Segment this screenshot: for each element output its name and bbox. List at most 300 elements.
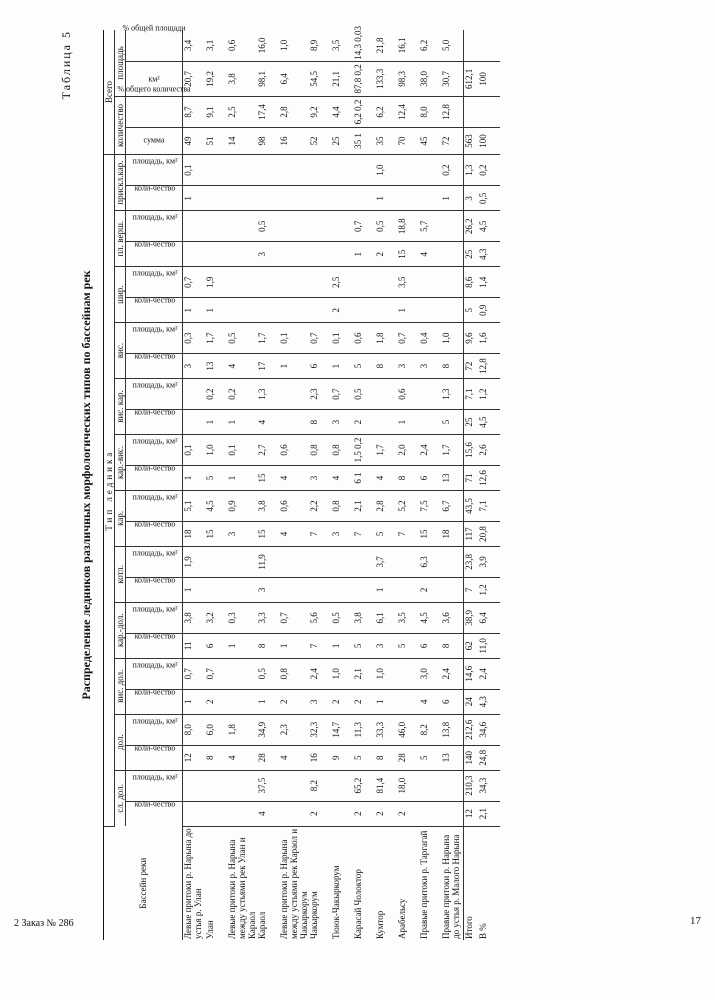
table-cell: 38,0 [419, 61, 441, 96]
type-group-header: пл. верш. [115, 211, 126, 267]
table-cell: 98,1 [257, 61, 279, 96]
table-cell: 1,6 [478, 323, 500, 354]
table-cell [205, 211, 227, 242]
table-cell: 1,2 [478, 577, 500, 602]
table-cell: 3 [257, 242, 279, 267]
table-cell: 34,3 [478, 770, 500, 801]
table-cell: 7,5 [419, 490, 441, 521]
table-cell: 2 [353, 410, 375, 435]
table-cell: 8 [397, 466, 419, 491]
table-cell: 2 [419, 577, 441, 602]
table-cell: 8 [441, 354, 464, 379]
area-subheader: площадь, км² [126, 211, 183, 242]
table-cell: 11,0 [478, 633, 500, 658]
table-cell [309, 242, 331, 267]
count-subheader: коли-чество [126, 186, 183, 211]
table-cell: 54,5 [309, 61, 331, 96]
table-cell [309, 546, 331, 577]
table-cell: 3 [375, 633, 397, 658]
table-cell: 4 [419, 242, 441, 267]
table-cell: 0,7 [183, 267, 206, 298]
table-cell: 1,7 [257, 323, 279, 354]
table-cell [441, 267, 464, 298]
basin-name: В % [478, 923, 488, 939]
table-cell: 6 1 [353, 466, 375, 491]
type-group-header: шир. [115, 267, 126, 323]
table-row [375, 30, 397, 940]
area-subheader: площадь, км² [126, 154, 183, 185]
table-cell: 15 [205, 522, 227, 547]
table-cell [279, 801, 309, 826]
table-cell: 12,4 [397, 96, 419, 127]
table-cell [279, 298, 309, 323]
table-cell: 3,8 [183, 602, 206, 633]
table-cell [441, 770, 464, 801]
table-cell: 5 [375, 522, 397, 547]
table-cell: 3,5 [397, 267, 419, 298]
table-cell: 2,5 [331, 267, 353, 298]
table-cell: 3,8 [353, 602, 375, 633]
table-cell: 51 [205, 128, 227, 155]
table-cell: 5,0 [441, 30, 464, 61]
table-cell: 24 [464, 689, 479, 714]
table-cell: 9,2 [309, 96, 331, 127]
table-cell: 3,2 [205, 602, 227, 633]
table-cell [183, 770, 206, 801]
table-cell [205, 154, 227, 185]
table-cell: 9,6 [464, 323, 479, 354]
total-subheader: % общей площади [126, 30, 183, 61]
table-cell: 0,6 [227, 30, 257, 61]
table-cell: 45 [419, 128, 441, 155]
table-cell: 11,3 [353, 714, 375, 745]
table-cell [279, 379, 309, 410]
table-cell [227, 770, 257, 801]
table-row [331, 30, 353, 940]
table-cell: 0,9 [227, 490, 257, 521]
table-cell: 12 [464, 801, 479, 826]
table-cell: 4,5 [478, 410, 500, 435]
type-group-header: вис. дол. [115, 658, 126, 714]
table-cell: 28 [257, 745, 279, 770]
table-cell: 1,2 [478, 379, 500, 410]
table-cell [183, 242, 206, 267]
table-cell: 3 [419, 354, 441, 379]
basin-name: Левые притоки р. Нарына до устья р. Улан [183, 828, 203, 939]
count-subheader: коли-чество [126, 745, 183, 770]
table-cell: 0,7 [279, 602, 309, 633]
count-subheader: коли-чество [126, 577, 183, 602]
table-cell: 0,8 [309, 434, 331, 465]
table-cell: 62 [464, 633, 479, 658]
table-cell: 0,1 [183, 154, 206, 185]
total-area-header: площадь [115, 30, 126, 96]
total-count-header: количество [115, 96, 126, 154]
table-cell [397, 658, 419, 689]
table-cell: 6,2 [419, 30, 441, 61]
count-subheader: коли-чество [126, 354, 183, 379]
table-cell: 4 [257, 410, 279, 435]
table-cell [353, 154, 375, 185]
table-cell [257, 154, 279, 185]
table-cell [331, 242, 353, 267]
table-cell: 13 [205, 354, 227, 379]
table-cell: 6 [205, 633, 227, 658]
table-cell: 2 [375, 242, 397, 267]
table-cell: 0,7 [183, 658, 206, 689]
table-cell [331, 211, 353, 242]
table-cell: 12,6 [478, 466, 500, 491]
table-cell: 2 [353, 689, 375, 714]
table-cell: 5 [441, 410, 464, 435]
table-cell: 6 [419, 466, 441, 491]
table-cell: 1,0 [205, 434, 227, 465]
table-cell: 38,9 [464, 602, 479, 633]
table-cell [309, 154, 331, 185]
table-cell: 8 [375, 354, 397, 379]
table-cell: 17 [257, 354, 279, 379]
table-cell: 6,0 [205, 714, 227, 745]
table-cell: 6,7 [441, 490, 464, 521]
table-cell: 16,0 [257, 30, 279, 61]
table-cell: 1,7 [205, 323, 227, 354]
table-cell: 30,7 [441, 61, 464, 96]
table-cell: 5 [353, 354, 375, 379]
table-cell: 87,8 0,2 [353, 61, 375, 96]
table-cell: 7 [397, 522, 419, 547]
table-cell: 8,9 [309, 30, 331, 61]
table-cell: 2,6 [478, 434, 500, 465]
table-cell: 14 [227, 128, 257, 155]
basin-name: Кумтор [375, 910, 385, 939]
area-subheader: площадь, км² [126, 267, 183, 298]
table-cell: 4 [279, 745, 309, 770]
table-cell [441, 577, 464, 602]
table-cell: 4 [375, 466, 397, 491]
table-cell: 7,1 [478, 490, 500, 521]
table-cell: 0,8 [331, 434, 353, 465]
table-cell [279, 770, 309, 801]
table-cell [331, 186, 353, 211]
table-cell: 8,2 [309, 770, 331, 801]
table-cell: 20,7 [183, 61, 206, 96]
count-subheader: коли-чество [126, 522, 183, 547]
table-cell: 70 [397, 128, 419, 155]
table-cell [309, 577, 331, 602]
table-cell: 2,8 [375, 490, 397, 521]
table-cell: 0,2 [205, 379, 227, 410]
table-cell: 1 [227, 466, 257, 491]
table-cell: 133,3 [375, 61, 397, 96]
table-cell: 3,8 [227, 61, 257, 96]
table-cell: 34,6 [478, 714, 500, 745]
type-group-header: вис. [115, 323, 126, 379]
table-cell: 3,4 [183, 30, 206, 61]
table-cell: 2,0 [397, 434, 419, 465]
table-cell: 35 [375, 128, 397, 155]
table-cell: 2,3 [279, 714, 309, 745]
table-cell: 3,1 [205, 30, 227, 61]
table-cell: 1 [227, 633, 257, 658]
table-cell [257, 267, 279, 298]
table-cell: 1,0 [441, 323, 464, 354]
table-cell: 1,0 [331, 658, 353, 689]
table-cell [227, 186, 257, 211]
table-cell: 18,8 [397, 211, 419, 242]
table-cell: 1 [397, 410, 419, 435]
table-cell: 8 [257, 633, 279, 658]
table-cell: 2,3 [309, 379, 331, 410]
table-cell: 52 [309, 128, 331, 155]
table-cell [419, 801, 441, 826]
table-cell [331, 770, 353, 801]
count-subheader: коли-чество [126, 633, 183, 658]
table-cell [279, 154, 309, 185]
table-cell [375, 298, 397, 323]
type-group-header: вис. кар. [115, 379, 126, 435]
table-cell: 4 [331, 466, 353, 491]
total-header: Всего [104, 30, 115, 154]
table-cell: 4,5 [205, 490, 227, 521]
table-cell: 2 [331, 298, 353, 323]
type-group-header: дол. [115, 714, 126, 770]
area-subheader: площадь, км² [126, 714, 183, 745]
table-cell: 1 [183, 577, 206, 602]
table-cell: 0,1 [279, 323, 309, 354]
table-cell: 3 [331, 522, 353, 547]
table-cell: 140 [464, 745, 479, 770]
table-cell: 4 [279, 466, 309, 491]
table-cell [309, 186, 331, 211]
table-cell: 81,4 [375, 770, 397, 801]
table-cell: 1 [183, 689, 206, 714]
table-cell [419, 410, 441, 435]
table-cell: 18 [441, 522, 464, 547]
table-cell: 4,5 [478, 211, 500, 242]
table-cell: 2,2 [309, 490, 331, 521]
table-cell: 14,7 [331, 714, 353, 745]
table-cell: 2 [309, 801, 331, 826]
table-cell [309, 211, 331, 242]
table-cell [331, 546, 353, 577]
table-cell [205, 770, 227, 801]
table-cell: 3 [331, 410, 353, 435]
area-subheader: площадь, км² [126, 546, 183, 577]
table-cell: 1,9 [183, 546, 206, 577]
table-row [397, 30, 419, 940]
table-cell [375, 267, 397, 298]
table-cell: 0,8 [279, 658, 309, 689]
basin-name: Арабельсу [397, 898, 407, 939]
table-cell: 0,4 [419, 323, 441, 354]
table-row [464, 30, 479, 940]
table-cell: 8,6 [464, 267, 479, 298]
table-cell: 0,7 [309, 323, 331, 354]
table-cell: 43,5 [464, 490, 479, 521]
table-cell: 0,7 [353, 211, 375, 242]
basin-name: Левые притоки р. Нарына между устьями рек Улан и Караол [227, 837, 257, 939]
table-cell: 1 [397, 298, 419, 323]
type-group-header: кар.-вис. [115, 434, 126, 490]
table-cell: 18 [183, 522, 206, 547]
table-cell [279, 410, 309, 435]
table-cell: 8,2 [419, 714, 441, 745]
table-cell: 46,0 [397, 714, 419, 745]
table-cell: 3,3 [257, 602, 279, 633]
table-cell: 0,5 [353, 379, 375, 410]
table-cell: 4 [279, 522, 309, 547]
type-group-header: прискл.кар. [115, 154, 126, 210]
table-cell: 0,5 [257, 211, 279, 242]
table-cell: 14,6 [464, 658, 479, 689]
table-cell: 1 [375, 689, 397, 714]
table-cell: 20,8 [478, 522, 500, 547]
table-cell: 1 [257, 689, 279, 714]
table-cell: 33,3 [375, 714, 397, 745]
table-cell: 13 [441, 466, 464, 491]
table-cell [279, 211, 309, 242]
table-cell [309, 267, 331, 298]
table-cell: 21,1 [331, 61, 353, 96]
table-cell: 4,3 [478, 689, 500, 714]
table-cell: 0,5 [331, 602, 353, 633]
table-cell: 26,2 [464, 211, 479, 242]
table-cell [397, 154, 419, 185]
table-cell: 1 [183, 298, 206, 323]
table-row [419, 30, 441, 940]
rotated-page [55, 23, 695, 940]
table-cell: 5,1 [183, 490, 206, 521]
area-subheader: площадь, км² [126, 323, 183, 354]
table-cell: 1,0 [375, 154, 397, 185]
basin-name: Чакыркорум [309, 891, 319, 939]
table-cell: 0,1 [227, 434, 257, 465]
table-cell: 2,1 [478, 801, 500, 826]
table-cell: 1 [183, 186, 206, 211]
table-cell: 6,4 [279, 61, 309, 96]
table-cell: 16 [279, 128, 309, 155]
table-cell: 8,0 [183, 714, 206, 745]
table-cell [419, 379, 441, 410]
table-row [227, 30, 257, 940]
table-cell [464, 30, 479, 61]
table-cell: 2 [279, 689, 309, 714]
table-cell: 16,1 [397, 30, 419, 61]
table-cell: 1,3 [441, 379, 464, 410]
table-cell [331, 154, 353, 185]
table-cell [309, 298, 331, 323]
order-number: 2 Заказ № 286 [14, 918, 74, 929]
table-cell: 3,6 [441, 602, 464, 633]
table-cell [183, 410, 206, 435]
area-subheader: площадь, км² [126, 490, 183, 521]
table-cell [353, 186, 375, 211]
table-cell: 2,4 [441, 658, 464, 689]
table-cell: 0,2 [478, 154, 500, 185]
table-cell: 71 [464, 466, 479, 491]
table-cell: 72 [441, 128, 464, 155]
table-row [279, 30, 309, 940]
area-subheader: площадь, км² [126, 602, 183, 633]
table-cell: 1 [205, 410, 227, 435]
table-cell [419, 298, 441, 323]
type-group-header: кар. [115, 490, 126, 546]
basin-name: Караол [257, 911, 267, 939]
table-cell: 1,4 [478, 267, 500, 298]
table-cell: 0,6 [353, 323, 375, 354]
table-cell: 9,1 [205, 96, 227, 127]
table-cell: 65,2 [353, 770, 375, 801]
table-caption: Таблица 5 [59, 30, 73, 100]
table-cell: 0,3 [183, 323, 206, 354]
table-row [183, 30, 206, 940]
table-cell: 5 [205, 466, 227, 491]
table-cell: 4,3 [478, 242, 500, 267]
table-cell [257, 186, 279, 211]
table-cell [419, 186, 441, 211]
table-cell [227, 154, 257, 185]
table-cell: 3 [464, 186, 479, 211]
table-cell: 5 [419, 745, 441, 770]
table-cell: 0,5 [227, 323, 257, 354]
basin-name: Карасай Чолоктор [353, 869, 363, 939]
table-cell: 4,4 [331, 96, 353, 127]
area-subheader: площадь, км² [126, 434, 183, 465]
total-subheader: % общего количества [126, 96, 183, 127]
table-cell [441, 546, 464, 577]
table-cell: 4 [419, 689, 441, 714]
table-cell: 612,1 [464, 61, 479, 96]
table-cell: 17,4 [257, 96, 279, 127]
table-cell [183, 379, 206, 410]
table-cell [279, 267, 309, 298]
table-cell: 6 [309, 354, 331, 379]
table-cell [419, 267, 441, 298]
count-subheader: коли-чество [126, 298, 183, 323]
table-cell: 0,1 [331, 323, 353, 354]
table-cell: 1 [331, 633, 353, 658]
table-cell: 1 [375, 577, 397, 602]
table-cell: 13,8 [441, 714, 464, 745]
table-row [309, 30, 331, 940]
glacier-type-header: Тип ледника [104, 154, 115, 826]
table-cell [227, 211, 257, 242]
table-cell [257, 298, 279, 323]
table-title: Распределение ледников различных морфологических типов по бассейнам рек [79, 270, 93, 700]
glacier-distribution-table [103, 23, 500, 940]
table-cell [279, 186, 309, 211]
table-cell [227, 801, 257, 826]
table-cell: 32,3 [309, 714, 331, 745]
table-cell [397, 689, 419, 714]
table-cell: 1,0 [279, 30, 309, 61]
table-cell: 0,7 [397, 323, 419, 354]
table-cell: 35 1 [353, 128, 375, 155]
table-cell [205, 546, 227, 577]
table-cell [205, 577, 227, 602]
area-subheader: площадь, км² [126, 658, 183, 689]
table-cell: 98 [257, 128, 279, 155]
table-cell: 7 [353, 522, 375, 547]
table-cell: 15 [419, 522, 441, 547]
table-cell [227, 298, 257, 323]
table-cell: 3,0 [419, 658, 441, 689]
table-cell: 4,5 [419, 602, 441, 633]
table-cell: 8 [375, 745, 397, 770]
table-cell [441, 211, 464, 242]
table-cell [227, 577, 257, 602]
page-number: 17 [690, 915, 701, 927]
